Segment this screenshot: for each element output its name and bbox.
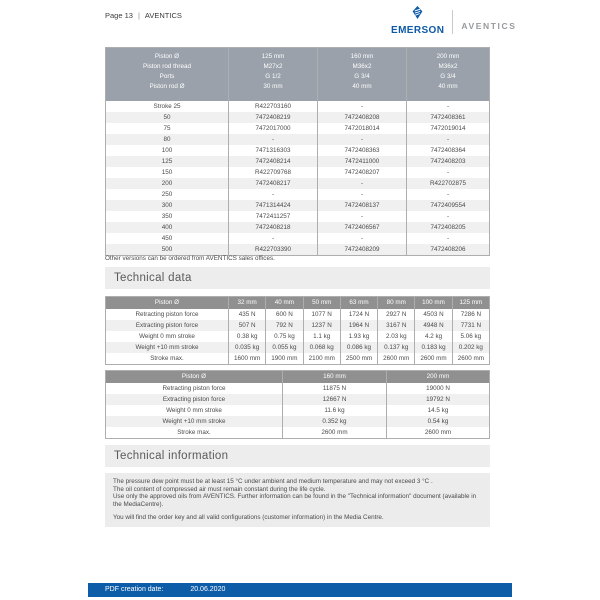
tech-value: 1077 N [303, 309, 340, 320]
tech-value: 0.75 kg [266, 331, 303, 342]
tech-row [106, 427, 490, 439]
tech-row [106, 383, 490, 394]
tech-value: 5.06 kg [452, 331, 489, 342]
tech-value: 0.38 kg [229, 331, 266, 342]
order-row [106, 112, 490, 123]
order-header-row [106, 82, 490, 101]
tech-value: 2600 mm [452, 353, 489, 365]
part-number: - [318, 211, 407, 222]
order-header-row [106, 48, 490, 63]
part-number: - [318, 101, 407, 112]
breadcrumb-separator: | [137, 11, 140, 20]
tech-value: 3167 N [378, 320, 415, 331]
part-number: - [318, 189, 407, 200]
tech-value: 0.352 kg [283, 416, 387, 427]
stroke-label: 400 [106, 222, 229, 233]
stroke-label: 250 [161, 191, 173, 198]
tech-value: 7286 N [452, 309, 489, 320]
tech-header-column: 100 mm [415, 297, 452, 310]
tech-value: 7731 N [452, 320, 489, 331]
pdf-creation-date-label: PDF creation date: [105, 586, 164, 593]
info-paragraph: You will find the order key and all valid configurations (customer information) in the Media Centre. [113, 513, 384, 521]
order-header-value: 160 mm [318, 48, 407, 63]
technical-data-table-large-bores [105, 370, 490, 439]
order-header-label: Ports [106, 72, 229, 82]
part-number: 7472408217 [229, 178, 318, 189]
order-row [106, 123, 490, 134]
tech-row [106, 394, 490, 405]
tech-row-label: Weight 0 mm stroke [139, 333, 195, 340]
tech-row [106, 331, 490, 342]
order-header-value: G 3/4 [318, 72, 407, 82]
order-header-value: M36x2 [407, 62, 490, 72]
order-header-value: 30 mm [229, 82, 318, 101]
part-number: 7472408206 [407, 244, 490, 256]
order-header-value: M36x2 [318, 62, 407, 72]
order-row [106, 211, 490, 222]
part-number: - [407, 167, 490, 178]
emerson-logo [391, 6, 444, 36]
part-number: - [229, 134, 318, 145]
order-header-row [106, 72, 490, 82]
tech-row-label: Weight 0 mm stroke [166, 407, 222, 414]
tech-header-column: 40 mm [266, 297, 303, 310]
part-number: 7471316303 [229, 145, 318, 156]
part-number: - [318, 134, 407, 145]
part-number: R422703390 [229, 244, 318, 256]
technical-information-text [105, 473, 490, 527]
info-paragraph: The pressure dew point must be at least 15 °C under ambient and medium temperature and may not exceed 3 °C . [113, 478, 433, 485]
tech-row-label: Stroke max. [150, 355, 184, 362]
order-header-value: M27x2 [229, 62, 318, 72]
part-number: 7472408214 [229, 156, 318, 167]
section-title-technical-data: Technical data [105, 267, 490, 289]
part-number: 7472408218 [229, 222, 318, 233]
tech-value: 11.6 kg [283, 405, 387, 416]
tech-row [106, 320, 490, 331]
part-number: - [318, 233, 407, 244]
stroke-label: 50 [106, 112, 229, 123]
tech-value: 2600 mm [283, 427, 387, 439]
tech-row-label: Retracting piston force [135, 311, 199, 318]
tech-value: 2600 mm [378, 353, 415, 365]
tech-value: 1900 mm [266, 353, 303, 365]
tech-row [106, 416, 490, 427]
part-number: - [407, 211, 490, 222]
tech-value: 1237 N [303, 320, 340, 331]
stroke-label: 450 [161, 235, 173, 242]
part-number: - [229, 189, 318, 200]
tech-value: 600 N [266, 309, 303, 320]
stroke-label: 500 [106, 244, 229, 256]
tech-row-label: Weight +10 mm stroke [106, 416, 283, 427]
part-number: 7472018014 [318, 123, 407, 134]
tech-header-column: 80 mm [378, 297, 415, 310]
tech-header-column: 32 mm [229, 297, 266, 310]
tech-value: 14.5 kg [387, 405, 490, 416]
part-number: 7472017000 [229, 123, 318, 134]
order-header-label: Piston Ø [106, 48, 229, 63]
order-header-value: 40 mm [318, 82, 407, 101]
tech-value: 1.1 kg [303, 331, 340, 342]
brand-logos [391, 6, 521, 36]
tech-row [106, 405, 490, 416]
section-title-technical-information: Technical information [105, 445, 490, 467]
order-row [106, 134, 490, 145]
tech-value: 2100 mm [303, 353, 340, 365]
tech-header-column: 160 mm [283, 371, 387, 384]
tech-value: 4.2 kg [415, 331, 452, 342]
order-row [106, 244, 490, 256]
tech-value: 435 N [229, 309, 266, 320]
stroke-label: 200 [106, 178, 229, 189]
order-header-value: G 1/2 [229, 72, 318, 82]
page-number-label: Page 13 [105, 11, 133, 20]
part-number: 7472408137 [318, 200, 407, 211]
stroke-label: 80 [106, 134, 229, 145]
tech-value: 12667 N [283, 394, 387, 405]
part-number: 7472408209 [318, 244, 407, 256]
order-row [106, 233, 490, 244]
info-paragraph: The oil content of compressed air must remain constant during the life cycle. [113, 485, 326, 493]
order-header-value: 125 mm [229, 48, 318, 63]
part-number: - [407, 134, 490, 145]
tech-row [106, 342, 490, 353]
tech-value: 19792 N [387, 394, 490, 405]
tech-value: 2600 mm [387, 427, 490, 439]
order-row [106, 189, 490, 200]
brand-name-label: AVENTICS [144, 11, 182, 20]
tech-header-column: 63 mm [340, 297, 377, 310]
tech-header-label: Piston Ø [106, 371, 283, 384]
part-number: 7471314424 [229, 200, 318, 211]
stroke-label: Stroke 25 [153, 103, 181, 110]
aventics-wordmark: AVENTICS [461, 20, 517, 31]
tech-value: 0.137 kg [378, 342, 415, 353]
tech-value: 0.086 kg [340, 342, 377, 353]
order-row [106, 178, 490, 189]
pdf-footer-bar [88, 583, 512, 597]
stroke-label: 100 [161, 147, 173, 154]
order-header-value: G 3/4 [407, 72, 490, 82]
stroke-label: 300 [106, 200, 229, 211]
tech-header-column: 125 mm [452, 297, 489, 310]
tech-value: 2927 N [378, 309, 415, 320]
part-number: R422703160 [229, 101, 318, 112]
tech-value: 4948 N [415, 320, 452, 331]
tech-value: 0.54 kg [387, 416, 490, 427]
tech-value: 0.055 kg [266, 342, 303, 353]
order-row [106, 156, 490, 167]
tech-value: 792 N [266, 320, 303, 331]
emerson-wordmark: EMERSON [391, 25, 445, 36]
part-number: 7472408207 [318, 167, 407, 178]
tech-header-row [106, 297, 490, 310]
tech-value: 2.03 kg [378, 331, 415, 342]
pdf-creation-date-value: 20.06.2020 [190, 586, 226, 593]
tech-value: 1600 mm [229, 353, 266, 365]
part-number: - [407, 233, 490, 244]
part-number: - [407, 189, 490, 200]
order-row [106, 101, 490, 112]
order-header-label: Piston rod thread [106, 62, 229, 72]
stroke-label: 75 [163, 125, 171, 132]
order-header-row [106, 62, 490, 72]
part-number: 7472409554 [407, 200, 490, 211]
logo-divider [452, 10, 453, 34]
part-number: 7472408361 [407, 112, 490, 123]
part-number: 7472408363 [318, 145, 407, 156]
tech-row [106, 309, 490, 320]
tech-row [106, 353, 490, 365]
tech-value: 0.035 kg [229, 342, 266, 353]
order-row [106, 222, 490, 233]
stroke-label: 125 [106, 156, 229, 167]
order-row [106, 200, 490, 211]
part-number: 7472411000 [318, 156, 407, 167]
tech-header-row [106, 371, 490, 384]
tech-value: 1724 N [340, 309, 377, 320]
tech-row-label: Retracting piston force [162, 385, 226, 392]
part-number: R422702875 [407, 178, 490, 189]
part-number: 7472408205 [407, 222, 490, 233]
tech-value: 4503 N [415, 309, 452, 320]
part-number: - [318, 178, 407, 189]
info-paragraph: Use only the approved oils from AVENTICS. Further information can be found in the "Technical information" document (available in the MediaCentre). [113, 493, 477, 509]
stroke-label: 150 [161, 169, 173, 176]
tech-value: 1964 N [340, 320, 377, 331]
order-row [106, 145, 490, 156]
part-number: 7472408208 [318, 112, 407, 123]
part-number: R422709768 [229, 167, 318, 178]
tech-header-column: 50 mm [303, 297, 340, 310]
order-row [106, 167, 490, 178]
part-number: - [229, 233, 318, 244]
part-number: 7472411257 [229, 211, 318, 222]
tech-value: 11875 N [283, 383, 387, 394]
part-number: 7472408364 [407, 145, 490, 156]
tech-value: 19000 N [387, 383, 490, 394]
order-header-value: 40 mm [407, 82, 490, 101]
part-number: 7472019014 [407, 123, 490, 134]
order-table-note: Other versions can be ordered from AVENTICS sales offices. [105, 255, 275, 262]
order-header-label: Piston rod Ø [106, 82, 229, 101]
part-number: - [407, 101, 490, 112]
tech-row-label: Weight +10 mm stroke [106, 342, 229, 353]
tech-value: 0.068 kg [303, 342, 340, 353]
emerson-diamond-icon [412, 6, 423, 24]
part-number: 7472408203 [407, 156, 490, 167]
part-number: 7472408219 [229, 112, 318, 123]
tech-row-label: Extracting piston force [106, 394, 283, 405]
technical-data-table-small-bores [105, 296, 490, 365]
tech-row-label: Stroke max. [177, 429, 211, 436]
breadcrumb [105, 11, 182, 20]
tech-value: 0.202 kg [452, 342, 489, 353]
tech-header-label: Piston Ø [106, 297, 229, 310]
tech-header-column: 200 mm [387, 371, 490, 384]
tech-value: 0.183 kg [415, 342, 452, 353]
order-header-value: 200 mm [407, 48, 490, 63]
tech-value: 2600 mm [415, 353, 452, 365]
part-number: 7472406567 [318, 222, 407, 233]
tech-value: 507 N [229, 320, 266, 331]
stroke-label: 350 [161, 213, 173, 220]
tech-row-label: Extracting piston force [106, 320, 229, 331]
tech-value: 1.93 kg [340, 331, 377, 342]
order-numbers-table [105, 47, 490, 256]
tech-value: 2500 mm [340, 353, 377, 365]
